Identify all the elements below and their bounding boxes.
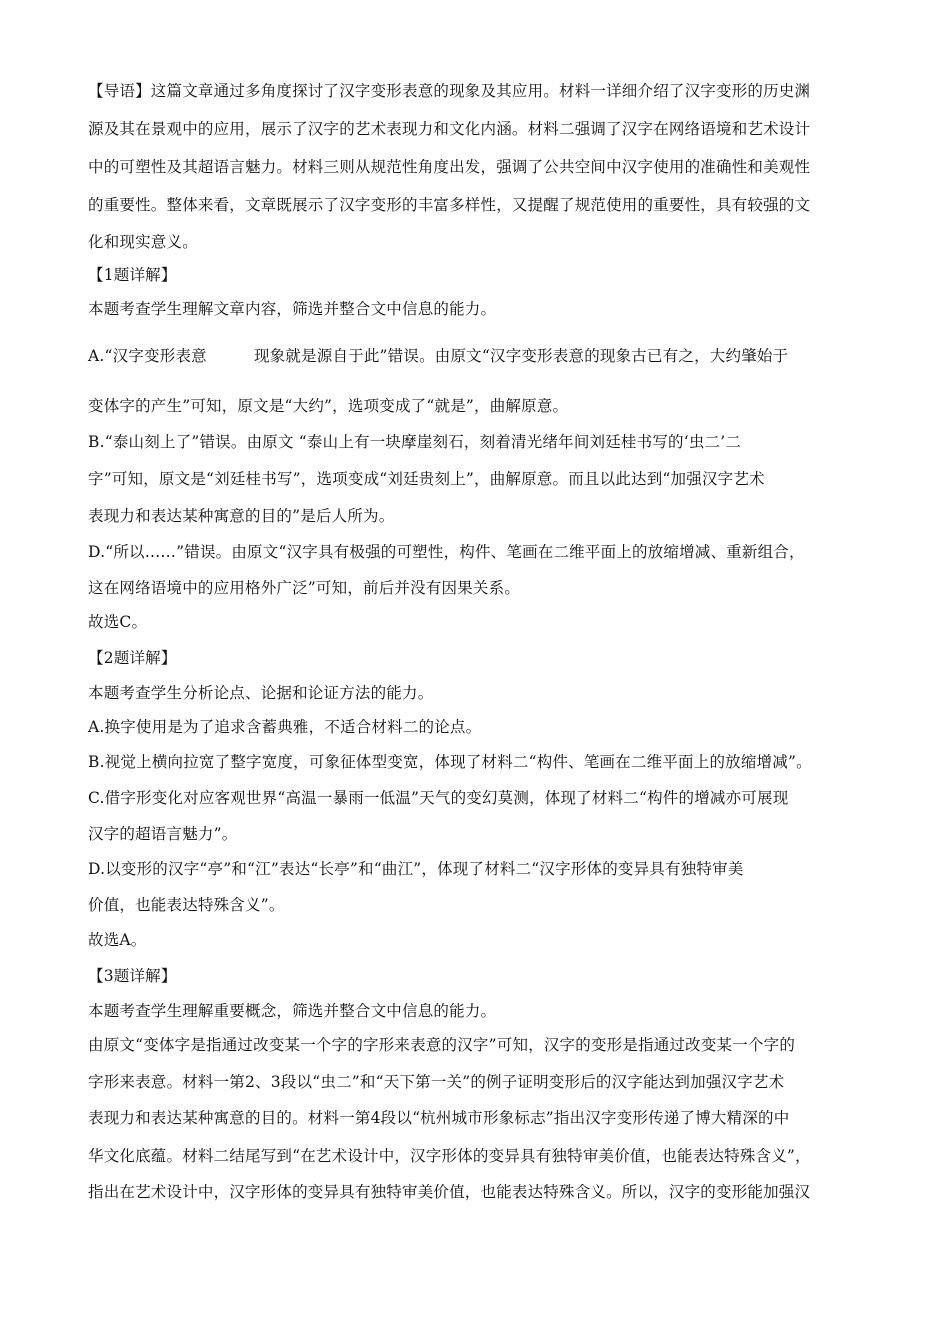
q3-body-line-3: 表现力和表达某种寓意的目的。材料一第4段以“杭州城市形象标志”指出汉字变形传递了博大精深的中	[88, 1109, 790, 1127]
q1-option-d-line-1: D.“所以……”错误。由原文“汉字具有极强的可塑性，构件、笔画在二维平面上的放缩增减、重新组合，	[88, 543, 805, 561]
q1-answer: 故选C。	[88, 613, 148, 631]
intro-line-1: 【导语】这篇文章通过多角度探讨了汉字变形表意的现象及其应用。材料一详细介绍了汉字变形的历史渊	[88, 82, 811, 100]
q1-option-b-line-1: B.“泰山刻上了”错误。由原文 “泰山上有一块摩崖刻石，刻着清光绪年间刘廷桂书写的‘虫二’二	[88, 433, 742, 451]
q2-option-d-line-1: D.以变形的汉字“亭”和“江”表达“长亭”和“曲江”，体现了材料二“汉字形体的变异具有独特审美	[88, 860, 744, 878]
q1-option-b-line-3: 表现力和表达某种寓意的目的”是后人所为。	[88, 507, 395, 525]
q3-body-line-4: 华文化底蕴。材料二结尾写到“在艺术设计中，汉字形体的变异具有独特审美价值，也能表达特殊含义”，	[88, 1147, 811, 1165]
q3-body-line-2: 字形来表意。材料一第2、3段以“虫二”和“天下第一关”的例子证明变形后的汉字能达到加强汉字艺术	[88, 1073, 785, 1091]
q3-body-line-5: 指出在艺术设计中，汉字形体的变异具有独特审美价值，也能表达特殊含义。所以，汉字的变形能加强汉	[88, 1183, 811, 1201]
q3-heading: 【3题详解】	[88, 967, 177, 985]
q1-option-b-line-2: 字”可知，原文是“刘廷桂书写”，选项变成“刘廷贵刻上”，曲解原意。而且以此达到“加强汉字艺术	[88, 470, 765, 488]
intro-line-3: 中的可塑性及其超语言魅力。材料三则从规范性角度出发，强调了公共空间中汉字使用的准确性和美观性	[88, 158, 811, 176]
q1-heading: 【1题详解】	[88, 266, 177, 284]
q2-option-c-line-2: 汉字的超语言魅力”。	[88, 825, 238, 843]
q1-intro: 本题考查学生理解文章内容，筛选并整合文中信息的能力。	[88, 300, 497, 318]
q3-body-line-1: 由原文“变体字是指通过改变某一个字的字形来表意的汉字”可知，汉字的变形是指通过改变某一个字的	[88, 1036, 796, 1054]
q1-option-a-line-1: A.“汉字变形表意 现象就是源自于此”错误。由原文“汉字变形表意的现象古已有之，大约肇始于	[88, 347, 789, 365]
q3-intro: 本题考查学生理解重要概念，筛选并整合文中信息的能力。	[88, 1002, 497, 1020]
q2-option-c-line-1: C.借字形变化对应客观世界“高温一暴雨一低温”天气的变幻莫测，体现了材料二“构件的增减亦可展现	[88, 789, 789, 807]
intro-line-2: 源及其在景观中的应用，展示了汉字的艺术表现力和文化内涵。材料二强调了汉字在网络语境和艺术设计	[88, 120, 811, 138]
q2-option-b: B.视觉上横向拉宽了整字宽度，可象征体型变宽，体现了材料二“构件、笔画在二维平面上的放缩增减”。	[88, 753, 812, 771]
q1-option-d-line-2: 这在网络语境中的应用格外广泛”可知，前后并没有因果关系。	[88, 579, 521, 597]
q2-answer: 故选A。	[88, 931, 147, 949]
q2-option-a: A.换字使用是为了追求含蓄典雅，不适合材料二的论点。	[88, 718, 482, 736]
q1-option-a-line-2: 变体字的产生”可知，原文是“大约”，选项变成了“就是”，曲解原意。	[88, 397, 569, 415]
q2-heading: 【2题详解】	[88, 649, 177, 667]
intro-line-5: 化和现实意义。	[88, 233, 198, 251]
intro-line-4: 的重要性。整体来看，文章既展示了汉字变形的丰富多样性，又提醒了规范使用的重要性，具有较强的文	[88, 196, 811, 214]
q2-option-d-line-2: 价值，也能表达特殊含义”。	[88, 896, 285, 914]
q2-intro: 本题考查学生分析论点、论据和论证方法的能力。	[88, 684, 434, 702]
